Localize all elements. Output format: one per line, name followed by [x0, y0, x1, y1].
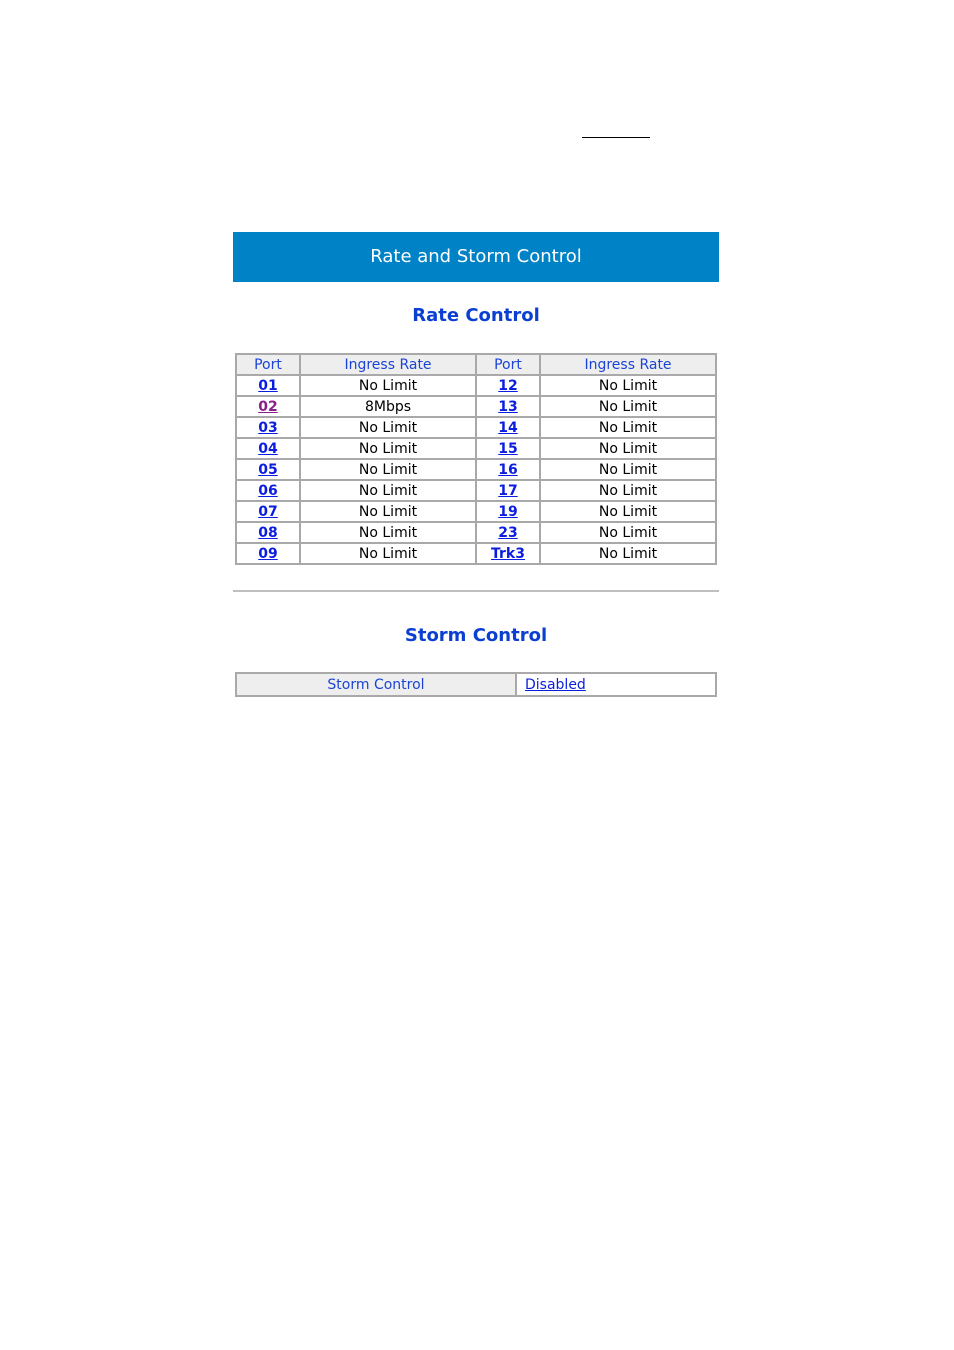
port-link[interactable]: 04 [258, 440, 278, 457]
port-link[interactable]: 05 [258, 461, 278, 478]
ingress-rate-cell: No Limit [300, 438, 476, 459]
port-cell [476, 522, 540, 543]
storm-control-status-link[interactable]: Disabled [525, 676, 586, 693]
table-row [236, 480, 716, 501]
ingress-rate-cell: No Limit [300, 522, 476, 543]
table-header-row [236, 354, 716, 375]
ingress-rate-cell: No Limit [540, 480, 716, 501]
storm-control-title: Storm Control [404, 625, 548, 646]
port-link[interactable]: 23 [498, 524, 518, 541]
ingress-rate-cell: No Limit [540, 501, 716, 522]
port-cell [476, 396, 540, 417]
ingress-rate-cell: No Limit [540, 522, 716, 543]
page-banner [233, 232, 719, 282]
port-cell [476, 375, 540, 396]
port-cell [476, 459, 540, 480]
port-link[interactable]: Trk3 [491, 545, 525, 562]
ingress-rate-cell: No Limit [540, 396, 716, 417]
port-cell [236, 438, 300, 459]
storm-control-status-cell [516, 673, 716, 696]
ingress-rate-cell: No Limit [540, 543, 716, 564]
port-link[interactable]: 08 [258, 524, 278, 541]
table-row [236, 522, 716, 543]
port-cell [476, 543, 540, 564]
port-cell [476, 438, 540, 459]
port-link[interactable]: 13 [498, 398, 518, 415]
ingress-rate-cell: No Limit [540, 417, 716, 438]
port-link[interactable]: 15 [498, 440, 518, 457]
ingress-rate-cell: No Limit [540, 438, 716, 459]
table-row [236, 417, 716, 438]
port-cell [476, 480, 540, 501]
storm-control-label: Storm Control [236, 673, 516, 696]
ingress-rate-cell: No Limit [540, 375, 716, 396]
port-link[interactable]: 19 [498, 503, 518, 520]
port-link[interactable]: 14 [498, 419, 518, 436]
top-underline [582, 137, 650, 138]
ingress-rate-cell: No Limit [300, 501, 476, 522]
ingress-rate-cell: No Limit [300, 543, 476, 564]
port-link[interactable]: 16 [498, 461, 518, 478]
port-cell [236, 396, 300, 417]
column-header-ingress-rate: Ingress Rate [540, 354, 716, 375]
port-cell [236, 417, 300, 438]
column-header-ingress-rate: Ingress Rate [300, 354, 476, 375]
table-row [236, 543, 716, 564]
column-header-port: Port [476, 354, 540, 375]
port-link[interactable]: 12 [498, 377, 518, 394]
ingress-rate-cell: No Limit [300, 375, 476, 396]
port-cell [236, 501, 300, 522]
ingress-rate-cell: 8Mbps [300, 396, 476, 417]
port-cell [236, 522, 300, 543]
table-row [236, 396, 716, 417]
table-row [236, 673, 716, 696]
port-cell [236, 375, 300, 396]
rate-control-title: Rate Control [412, 305, 540, 326]
port-link[interactable]: 01 [258, 377, 278, 394]
port-cell [236, 480, 300, 501]
port-cell [236, 543, 300, 564]
ingress-rate-cell: No Limit [300, 417, 476, 438]
ingress-rate-cell: No Limit [540, 459, 716, 480]
port-cell [476, 417, 540, 438]
table-row [236, 459, 716, 480]
port-link[interactable]: 06 [258, 482, 278, 499]
port-cell [236, 459, 300, 480]
ingress-rate-cell: No Limit [300, 480, 476, 501]
port-link[interactable]: 07 [258, 503, 278, 520]
page-title: Rate and Storm Control [370, 246, 582, 267]
rate-storm-panel [233, 232, 719, 697]
port-link[interactable]: 17 [498, 482, 518, 499]
column-header-port: Port [236, 354, 300, 375]
ingress-rate-cell: No Limit [300, 459, 476, 480]
table-row [236, 438, 716, 459]
table-row [236, 501, 716, 522]
storm-control-table [235, 672, 717, 697]
section-divider [233, 590, 719, 592]
port-link[interactable]: 09 [258, 545, 278, 562]
table-row [236, 375, 716, 396]
rate-control-table [235, 353, 717, 565]
port-link[interactable]: 02 [258, 398, 278, 415]
port-cell [476, 501, 540, 522]
port-link[interactable]: 03 [258, 419, 278, 436]
